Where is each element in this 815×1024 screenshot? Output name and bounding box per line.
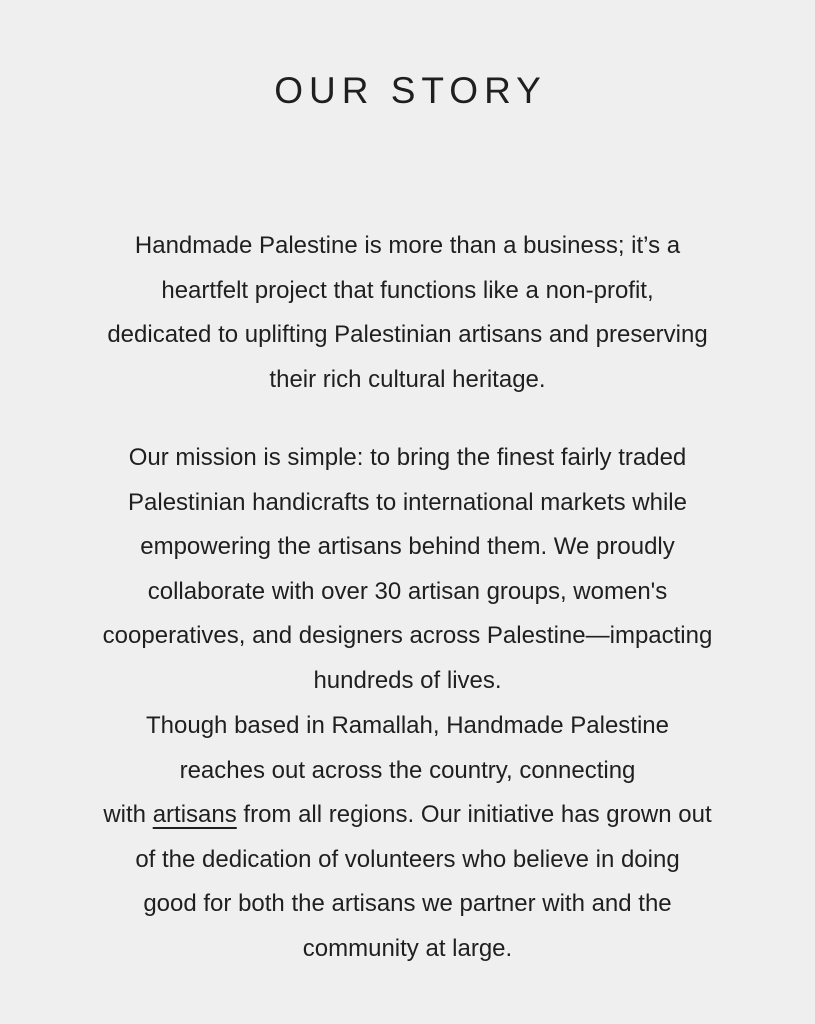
text-line: dedicated to uplifting Palestinian artisans and preserving: [107, 321, 708, 348]
text-line: heartfelt project that functions like a non-profit,: [161, 276, 654, 304]
artisans-link[interactable]: artisans: [152, 801, 237, 828]
text-line: good for both the artisans we partner with and the: [143, 890, 672, 917]
text-line: Palestinian handicrafts to international markets while: [128, 488, 687, 516]
text-line: reaches out across the country, connecting: [179, 756, 636, 784]
text-line: empowering the artisans behind them. We proudly: [140, 533, 675, 560]
story-paragraph-intro: [0, 224, 815, 402]
text-fragment: with: [103, 801, 153, 828]
text-line: their rich cultural heritage.: [269, 365, 546, 393]
page-title: OUR STORY: [274, 70, 547, 111]
text-line: Handmade Palestine is more than a business; it’s a: [134, 232, 681, 259]
text-fragment: from all regions. Our initiative has grown out: [236, 801, 712, 828]
text-line: collaborate with over 30 artisan groups, women's: [147, 577, 668, 605]
story-paragraph-location: [0, 704, 815, 971]
text-line: hundreds of lives.: [313, 666, 502, 694]
story-paragraph-mission: [0, 436, 815, 703]
text-line: cooperatives, and designers across Palestine—impacting: [102, 622, 713, 649]
text-line: Though based in Ramallah, Handmade Palestine: [146, 712, 669, 739]
text-line: Our mission is simple: to bring the finest fairly traded: [128, 444, 687, 471]
text-line: of the dedication of volunteers who believe in doing: [135, 845, 680, 873]
text-line-with-link: [0, 793, 815, 838]
text-line: community at large.: [302, 934, 513, 962]
